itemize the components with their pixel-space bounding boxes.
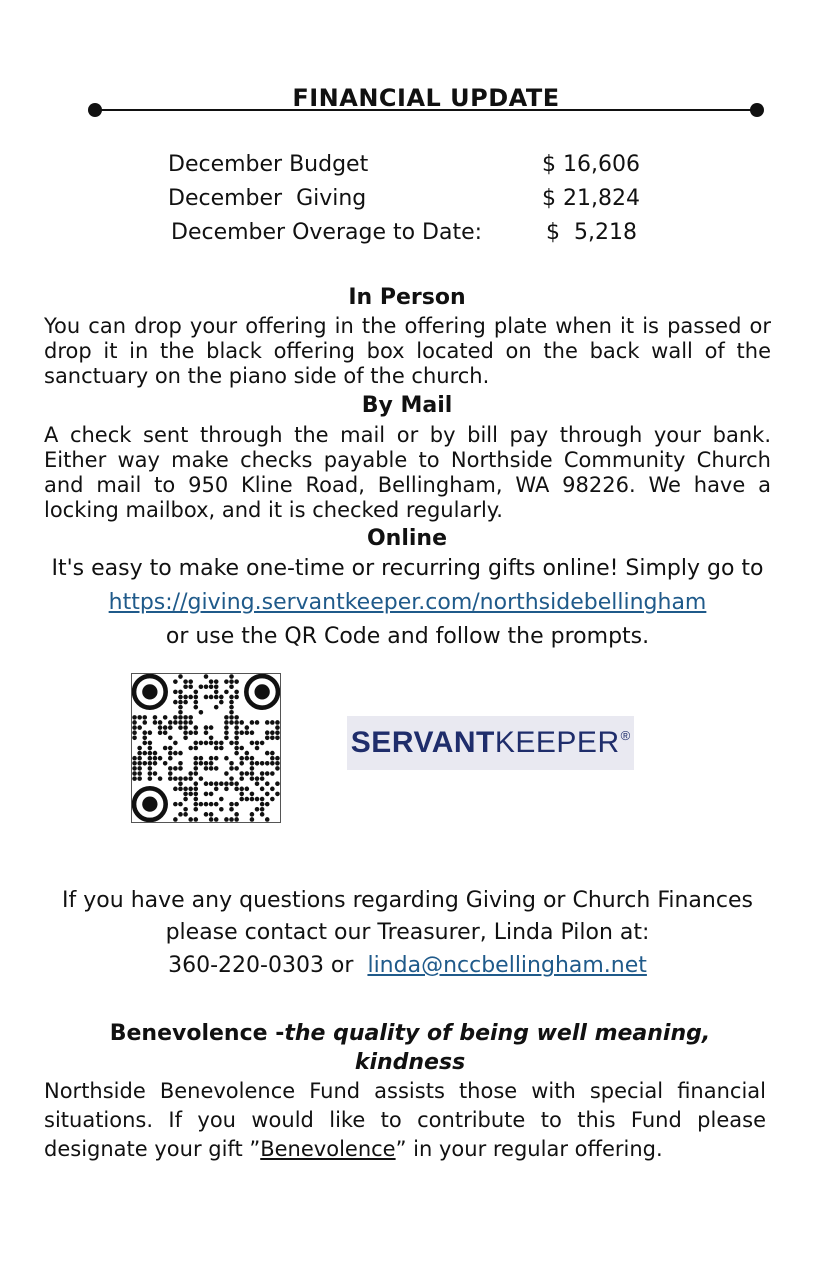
qr-code-graphic xyxy=(132,674,280,822)
logo-text-light: KEEPER xyxy=(494,726,620,759)
by-mail-heading: By Mail xyxy=(361,393,453,418)
benevolence-body xyxy=(44,1077,766,1164)
in-person-heading: In Person xyxy=(348,285,466,310)
benevolence-gift-designation: Benevolence xyxy=(260,1137,396,1161)
budget-value: $ 16,606 xyxy=(542,152,640,177)
giving-link[interactable]: https://giving.servantkeeper.com/northsidebellingham xyxy=(108,590,707,615)
contact-phone: 360-220-0303 or xyxy=(168,953,354,978)
benevolence-heading xyxy=(60,1019,760,1077)
benevolence-definition: the quality of being well meaning, kindness xyxy=(284,1021,711,1075)
qr-code[interactable] xyxy=(131,673,281,823)
servantkeeper-logo xyxy=(347,716,634,770)
benevolence-body-end: ” in your regular offering. xyxy=(395,1137,663,1161)
budget-label: December Budget xyxy=(168,152,369,177)
benevolence-body-text: Northside Benevolence Fund assists those with special financial situations. If you would like to contribute to this Fund please designate your gift ” xyxy=(44,1079,766,1161)
contact-email-link[interactable]: linda@nccbellingham.net xyxy=(367,953,647,978)
overage-label: December Overage to Date: xyxy=(171,220,483,245)
logo-text-bold: SERVANT xyxy=(350,726,495,759)
online-heading: Online xyxy=(366,526,448,551)
contact-line-2: please contact our Treasurer, Linda Pilon at: xyxy=(165,920,650,945)
giving-value: $ 21,824 xyxy=(542,186,640,211)
contact-line-1: If you have any questions regarding Giving or Church Finances xyxy=(62,888,753,913)
title-row xyxy=(88,84,764,128)
benevolence-title: Benevolence xyxy=(109,1021,268,1046)
benevolence-dash: - xyxy=(267,1021,285,1046)
overage-value: $ 5,218 xyxy=(546,220,637,245)
online-intro: It's easy to make one-time or recurring gifts online! Simply go to xyxy=(51,556,764,581)
page-title: FINANCIAL UPDATE xyxy=(292,84,560,112)
in-person-body: You can drop your offering in the offering plate when it is passed or drop it in the black offering box located on the back wall of the sanctuary on the piano side of the church. xyxy=(44,314,771,388)
giving-label: December Giving xyxy=(168,186,367,211)
logo-registered-mark: ® xyxy=(620,727,631,743)
by-mail-body: A check sent through the mail or by bill pay through your bank. Either way make checks payable to Northside Community Church and mail to 950 Kline Road, Bellingham, WA 98226. We have a locking mailbox, and it is checked regularly. xyxy=(44,423,771,522)
online-qr-instructions: or use the QR Code and follow the prompts. xyxy=(165,624,650,649)
